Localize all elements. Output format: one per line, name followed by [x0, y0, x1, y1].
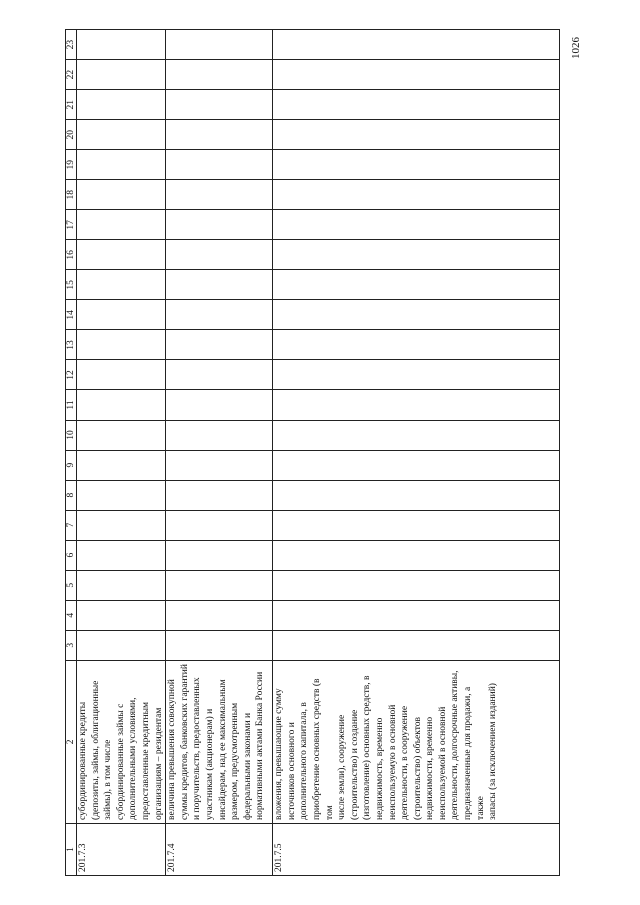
empty-cell: [77, 630, 166, 660]
empty-cell: [77, 420, 166, 450]
empty-cell: [273, 240, 560, 270]
empty-cell: [166, 120, 273, 150]
empty-cell: [77, 210, 166, 240]
empty-cell: [77, 540, 166, 570]
column-number-13: 13: [66, 330, 77, 360]
column-number-7: 7: [66, 510, 77, 540]
column-number-19: 19: [66, 150, 77, 180]
empty-cell: [166, 210, 273, 240]
empty-cell: [273, 450, 560, 480]
empty-cell: [273, 360, 560, 390]
column-number-2: 2: [66, 660, 77, 823]
empty-cell: [166, 30, 273, 60]
column-number-16: 16: [66, 240, 77, 270]
empty-cell: [273, 90, 560, 120]
empty-cell: [273, 300, 560, 330]
empty-cell: [273, 600, 560, 630]
column-number-15: 15: [66, 270, 77, 300]
empty-cell: [77, 300, 166, 330]
description-line: субординированные кредиты: [78, 701, 88, 820]
empty-cell: [273, 120, 560, 150]
description-line: (депозиты, займы, облигационные: [90, 680, 101, 820]
description-line: размером, предусмотренным: [230, 702, 241, 820]
empty-cell: [77, 570, 166, 600]
row-code: 201.7.3: [77, 823, 166, 875]
description-line: запасы (за исключением изданий): [488, 683, 499, 820]
empty-cell: [273, 540, 560, 570]
table-container: [65, 29, 560, 876]
description-line: организациям – резидентам: [153, 707, 164, 820]
column-number-8: 8: [66, 480, 77, 510]
description-line: дополнительными условиями,: [128, 697, 139, 820]
column-number-17: 17: [66, 210, 77, 240]
description-line: приобретение основных средств (в том: [311, 678, 335, 820]
empty-cell: [77, 600, 166, 630]
empty-cell: [273, 210, 560, 240]
empty-cell: [273, 60, 560, 90]
table-row: [273, 30, 560, 876]
column-number-20: 20: [66, 120, 77, 150]
page-number: 1026: [570, 37, 582, 59]
description-line: числе земли), сооружение: [337, 714, 348, 820]
empty-cell: [166, 540, 273, 570]
empty-cell: [166, 150, 273, 180]
empty-cell: [77, 360, 166, 390]
description-line: нормативными актами Банка России: [255, 671, 266, 820]
row-code: 201.7.4: [166, 823, 273, 875]
empty-cell: [166, 570, 273, 600]
column-number-11: 11: [66, 390, 77, 420]
row-description: [77, 660, 166, 823]
row-description: [166, 660, 273, 823]
description-line: неиспользуемую в основной: [387, 704, 398, 820]
empty-cell: [166, 300, 273, 330]
data-table: [65, 29, 560, 876]
empty-cell: [273, 180, 560, 210]
column-number-1: 1: [66, 823, 77, 875]
column-number-23: 23: [66, 30, 77, 60]
empty-cell: [166, 330, 273, 360]
description-line: величина превышения совокупной: [167, 679, 178, 820]
description-line: деятельности, долгосрочные активы,: [450, 670, 461, 820]
empty-cell: [166, 360, 273, 390]
column-number-9: 9: [66, 450, 77, 480]
description-line: субординированные займы с: [115, 703, 126, 820]
empty-cell: [273, 270, 560, 300]
description-line: инсайдерам, над ее максимальным: [217, 679, 228, 820]
empty-cell: [166, 60, 273, 90]
description-line: недвижимость, временно: [374, 717, 385, 820]
empty-cell: [77, 60, 166, 90]
row-description: [273, 660, 560, 823]
column-number-21: 21: [66, 90, 77, 120]
column-number-22: 22: [66, 60, 77, 90]
table-row: [166, 30, 273, 876]
column-number-12: 12: [66, 360, 77, 390]
empty-cell: [77, 270, 166, 300]
description-line: (строительство) и создание: [349, 709, 360, 820]
description-line: и поручительств, предоставленных: [192, 677, 203, 820]
empty-cell: [77, 240, 166, 270]
empty-cell: [77, 330, 166, 360]
description-line: деятельности, в сооружение: [400, 705, 411, 820]
empty-cell: [77, 90, 166, 120]
column-number-6: 6: [66, 540, 77, 570]
empty-cell: [273, 390, 560, 420]
empty-cell: [166, 600, 273, 630]
empty-cell: [77, 450, 166, 480]
rotated-table-frame: [65, 29, 560, 876]
empty-cell: [166, 510, 273, 540]
description-line: неиспользуемой в основной: [437, 706, 448, 820]
column-number-18: 18: [66, 180, 77, 210]
column-number-10: 10: [66, 420, 77, 450]
table-body: [77, 30, 560, 876]
column-number-4: 4: [66, 600, 77, 630]
empty-cell: [166, 480, 273, 510]
empty-cell: [273, 30, 560, 60]
empty-cell: [77, 150, 166, 180]
empty-cell: [166, 630, 273, 660]
description-line: (строительство) объектов: [412, 716, 423, 820]
column-number-5: 5: [66, 570, 77, 600]
empty-cell: [273, 510, 560, 540]
empty-cell: [273, 630, 560, 660]
empty-cell: [166, 450, 273, 480]
empty-cell: [166, 390, 273, 420]
description-line: вложения, превышающие сумму: [274, 688, 285, 820]
description-line: недвижимости, временно: [425, 716, 436, 820]
table-row: [77, 30, 166, 876]
description-line: суммы кредитов, банковских гарантий: [179, 664, 190, 820]
empty-cell: [77, 390, 166, 420]
column-number-14: 14: [66, 300, 77, 330]
empty-cell: [273, 570, 560, 600]
description-line: федеральными законами и: [242, 712, 253, 820]
empty-cell: [273, 480, 560, 510]
empty-cell: [77, 480, 166, 510]
empty-cell: [77, 30, 166, 60]
column-number-row: [66, 30, 77, 876]
description-line: займы), в том числе: [103, 739, 114, 820]
empty-cell: [166, 420, 273, 450]
empty-cell: [77, 180, 166, 210]
description-line: источников основного и: [286, 722, 297, 820]
column-number-3: 3: [66, 630, 77, 660]
description-line: предоставленные кредитным: [140, 702, 151, 820]
row-code: 201.7.5: [273, 823, 560, 875]
empty-cell: [273, 420, 560, 450]
empty-cell: [273, 330, 560, 360]
empty-cell: [166, 180, 273, 210]
empty-cell: [166, 90, 273, 120]
empty-cell: [77, 510, 166, 540]
description-line: участникам (акционерам) и: [204, 708, 215, 820]
empty-cell: [273, 150, 560, 180]
description-line: (изготовление) основных средств, в: [362, 675, 373, 820]
description-line: предназначенные для продажи, а также: [463, 686, 486, 820]
empty-cell: [166, 240, 273, 270]
empty-cell: [77, 120, 166, 150]
empty-cell: [166, 270, 273, 300]
description-line: дополнительного капитала, в: [299, 702, 310, 820]
